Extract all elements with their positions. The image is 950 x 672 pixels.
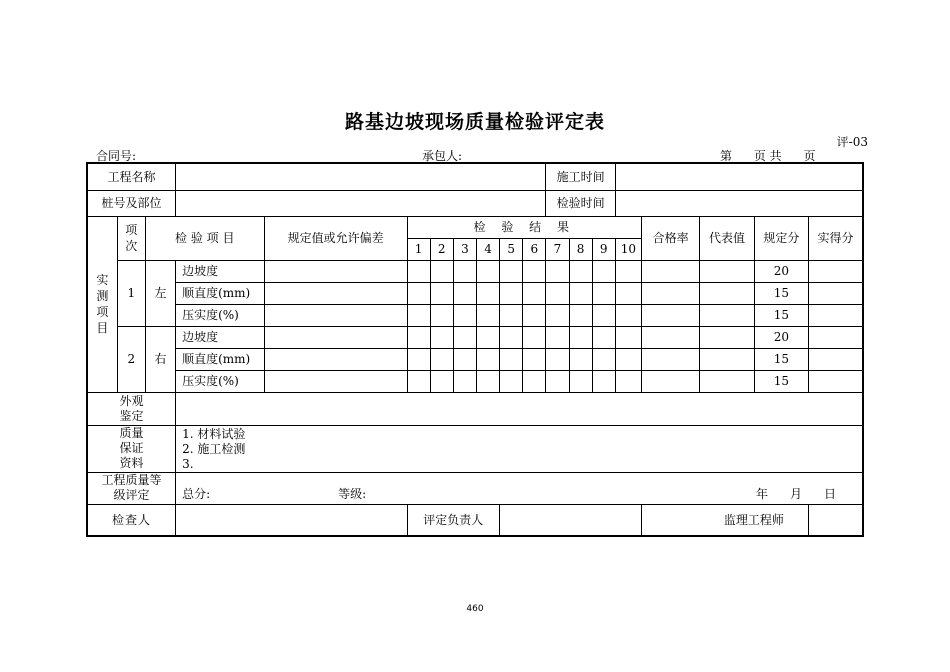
- result-cell[interactable]: [407, 260, 430, 282]
- table-row: [87, 370, 863, 392]
- section-label: 实测项目: [87, 216, 117, 392]
- item-name: 压实度(%): [176, 370, 265, 392]
- result-cell[interactable]: [500, 282, 523, 304]
- result-cell[interactable]: [569, 304, 592, 326]
- result-cell[interactable]: [546, 326, 569, 348]
- station-location-label: 桩号及部位: [87, 190, 176, 216]
- quality-docs-label: 质量保证资料: [87, 425, 176, 472]
- result-cell[interactable]: [592, 282, 615, 304]
- grade-field[interactable]: [176, 472, 863, 504]
- form-code: 评-03: [836, 135, 868, 149]
- result-cell[interactable]: [569, 260, 592, 282]
- inspector-signature-field[interactable]: [176, 504, 407, 536]
- result-col-9: 9: [592, 238, 615, 260]
- quality-doc-item: 3.: [182, 456, 194, 471]
- result-cell[interactable]: [615, 282, 641, 304]
- representative-cell[interactable]: [700, 282, 754, 304]
- result-cell[interactable]: [615, 304, 641, 326]
- specified-score-cell: 20: [754, 260, 808, 282]
- representative-cell[interactable]: [700, 304, 754, 326]
- representative-header: 代表值: [700, 216, 754, 260]
- result-cell[interactable]: [523, 348, 546, 370]
- spec-cell[interactable]: [264, 260, 407, 282]
- actual-score-cell[interactable]: [809, 326, 863, 348]
- item-name: 压实度(%): [176, 304, 265, 326]
- inspection-time-label: 检验时间: [546, 190, 615, 216]
- item-name: 顺直度(mm): [176, 282, 265, 304]
- actual-score-cell[interactable]: [809, 260, 863, 282]
- appearance-label: 外观鉴定: [87, 392, 176, 425]
- item-no-header: 项次: [117, 216, 145, 260]
- result-cell[interactable]: [500, 260, 523, 282]
- result-cell[interactable]: [500, 304, 523, 326]
- item-name: 边坡度: [176, 326, 265, 348]
- form-title: 路基边坡现场质量检验评定表: [344, 111, 605, 133]
- result-col-8: 8: [569, 238, 592, 260]
- inspection-time-field[interactable]: [615, 190, 863, 216]
- result-col-4: 4: [476, 238, 499, 260]
- result-cell[interactable]: [476, 370, 499, 392]
- actual-score-cell[interactable]: [809, 348, 863, 370]
- result-cell[interactable]: [569, 348, 592, 370]
- actual-score-header: 实得分: [809, 216, 863, 260]
- specified-score-cell: 15: [754, 370, 808, 392]
- representative-cell[interactable]: [700, 260, 754, 282]
- table-row: [87, 304, 863, 326]
- quality-doc-item: 1. 材料试验: [182, 426, 246, 441]
- spec-cell[interactable]: [264, 282, 407, 304]
- table-row: [87, 260, 863, 282]
- result-cell[interactable]: [453, 282, 476, 304]
- result-cell[interactable]: [592, 304, 615, 326]
- result-cell[interactable]: [500, 348, 523, 370]
- grade-level-label: 等级:: [338, 486, 367, 501]
- evaluator-label: 评定负责人: [407, 504, 500, 536]
- result-cell[interactable]: [430, 304, 453, 326]
- specified-score-cell: 20: [754, 326, 808, 348]
- year-label: 年: [755, 486, 768, 501]
- inspection-item-header: 检 验 项 目: [145, 216, 264, 260]
- inspector-label: 检查人: [87, 504, 176, 536]
- evaluator-signature-field[interactable]: [500, 504, 642, 536]
- station-location-field[interactable]: [176, 190, 546, 216]
- result-cell[interactable]: [500, 326, 523, 348]
- result-cell[interactable]: [592, 348, 615, 370]
- result-cell[interactable]: [453, 326, 476, 348]
- construction-time-label: 施工时间: [546, 163, 615, 190]
- spec-cell[interactable]: [264, 326, 407, 348]
- result-cell[interactable]: [430, 370, 453, 392]
- actual-score-cell[interactable]: [809, 282, 863, 304]
- group-side: 右: [145, 326, 175, 392]
- result-cell[interactable]: [500, 370, 523, 392]
- result-cell[interactable]: [453, 260, 476, 282]
- result-cell[interactable]: [453, 348, 476, 370]
- page-ye: 页: [803, 149, 816, 163]
- specified-score-header: 规定分: [754, 216, 808, 260]
- result-col-6: 6: [523, 238, 546, 260]
- representative-cell[interactable]: [700, 326, 754, 348]
- table-row: [87, 348, 863, 370]
- result-cell[interactable]: [430, 348, 453, 370]
- representative-cell[interactable]: [700, 348, 754, 370]
- result-cell[interactable]: [546, 304, 569, 326]
- result-cell[interactable]: [476, 304, 499, 326]
- quality-docs-list: [176, 425, 863, 472]
- result-cell[interactable]: [592, 260, 615, 282]
- page-number: 460: [466, 604, 484, 614]
- result-cell[interactable]: [476, 348, 499, 370]
- supervisor-label: 监理工程师: [700, 504, 809, 536]
- pass-rate-cell[interactable]: [641, 326, 699, 348]
- date-labels: [734, 487, 836, 501]
- result-cell[interactable]: [523, 326, 546, 348]
- result-cell[interactable]: [546, 348, 569, 370]
- result-cell[interactable]: [569, 370, 592, 392]
- result-cell[interactable]: [407, 348, 430, 370]
- contract-no-label: 合同号:: [96, 149, 137, 163]
- item-name: 顺直度(mm): [176, 348, 265, 370]
- group-side: 左: [145, 260, 175, 326]
- result-cell[interactable]: [569, 282, 592, 304]
- result-cell[interactable]: [569, 326, 592, 348]
- page-di: 第: [720, 149, 733, 163]
- result-col-7: 7: [546, 238, 569, 260]
- result-cell[interactable]: [592, 370, 615, 392]
- total-score-label: 总分:: [182, 486, 211, 501]
- result-cell[interactable]: [546, 260, 569, 282]
- appearance-field[interactable]: [176, 392, 863, 425]
- group-no: 1: [117, 260, 145, 326]
- spec-cell[interactable]: [264, 348, 407, 370]
- result-cell[interactable]: [430, 282, 453, 304]
- result-col-2: 2: [430, 238, 453, 260]
- result-cell[interactable]: [523, 282, 546, 304]
- contractor-label: 承包人:: [422, 149, 463, 163]
- specified-score-cell: 15: [754, 348, 808, 370]
- spec-cell[interactable]: [264, 370, 407, 392]
- result-cell[interactable]: [546, 282, 569, 304]
- representative-cell[interactable]: [700, 370, 754, 392]
- result-cell[interactable]: [615, 326, 641, 348]
- result-col-3: 3: [453, 238, 476, 260]
- result-col-5: 5: [500, 238, 523, 260]
- result-cell[interactable]: [546, 370, 569, 392]
- item-name: 边坡度: [176, 260, 265, 282]
- pass-rate-cell[interactable]: [641, 304, 699, 326]
- actual-score-cell[interactable]: [809, 304, 863, 326]
- actual-score-cell[interactable]: [809, 370, 863, 392]
- results-header: 检 验 结 果: [407, 216, 641, 238]
- result-cell[interactable]: [407, 304, 430, 326]
- result-cell[interactable]: [430, 260, 453, 282]
- pass-rate-cell[interactable]: [641, 348, 699, 370]
- result-cell[interactable]: [615, 348, 641, 370]
- specified-score-cell: 15: [754, 282, 808, 304]
- quality-doc-item: 2. 施工检测: [182, 441, 246, 456]
- result-cell[interactable]: [430, 326, 453, 348]
- result-cell[interactable]: [476, 260, 499, 282]
- pass-rate-cell[interactable]: [641, 282, 699, 304]
- day-label: 日: [823, 486, 836, 501]
- page-ye-gong: 页 共: [753, 149, 782, 163]
- result-cell[interactable]: [453, 304, 476, 326]
- pass-rate-cell[interactable]: [641, 260, 699, 282]
- supervisor-signature-field[interactable]: [809, 504, 863, 536]
- pass-rate-cell[interactable]: [641, 370, 699, 392]
- project-name-label: 工程名称: [87, 163, 176, 190]
- spec-cell[interactable]: [264, 304, 407, 326]
- spacer-cell: [641, 504, 699, 536]
- result-cell[interactable]: [407, 282, 430, 304]
- result-cell[interactable]: [407, 326, 430, 348]
- result-cell[interactable]: [523, 370, 546, 392]
- result-col-1: 1: [407, 238, 430, 260]
- specified-score-cell: 15: [754, 304, 808, 326]
- month-label: 月: [789, 486, 802, 501]
- spec-header: 规定值或允许偏差: [264, 216, 407, 260]
- result-cell[interactable]: [476, 326, 499, 348]
- table-row: [87, 326, 863, 348]
- grade-label: 工程质量等级评定: [87, 472, 176, 504]
- project-name-field[interactable]: [176, 163, 546, 190]
- result-cell[interactable]: [523, 260, 546, 282]
- result-cell[interactable]: [476, 282, 499, 304]
- result-cell[interactable]: [615, 370, 641, 392]
- pass-rate-header: 合格率: [641, 216, 699, 260]
- group-no: 2: [117, 326, 145, 392]
- result-cell[interactable]: [453, 370, 476, 392]
- result-cell[interactable]: [615, 260, 641, 282]
- construction-time-field[interactable]: [615, 163, 863, 190]
- result-cell[interactable]: [407, 370, 430, 392]
- result-cell[interactable]: [523, 304, 546, 326]
- result-col-10: 10: [615, 238, 641, 260]
- table-row: [87, 282, 863, 304]
- inspection-form-table: [86, 162, 864, 537]
- result-cell[interactable]: [592, 326, 615, 348]
